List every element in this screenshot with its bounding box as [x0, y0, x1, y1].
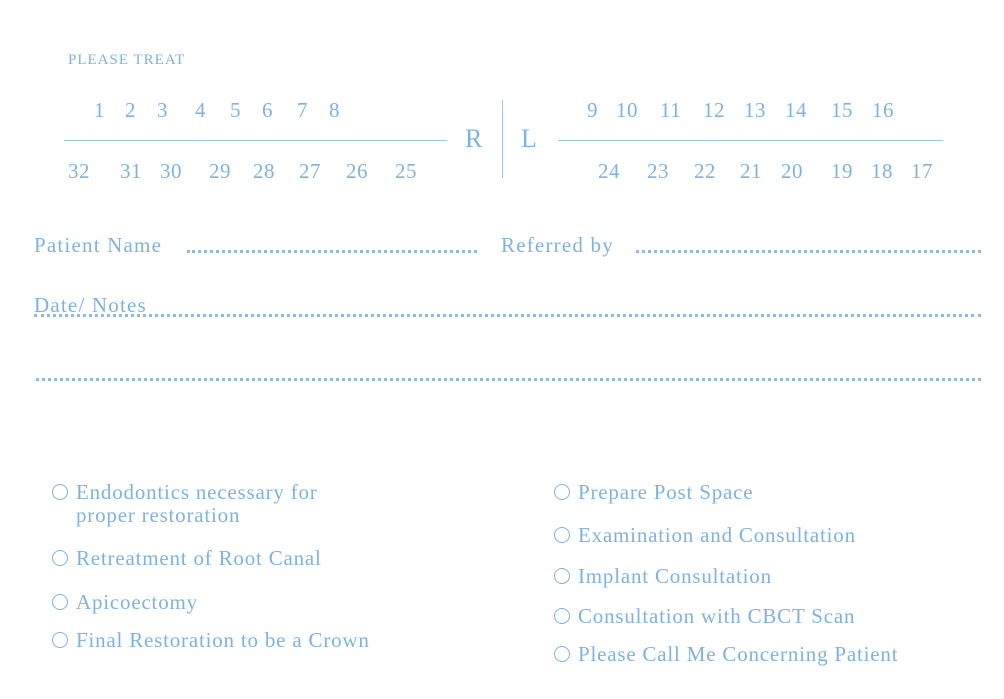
date-notes-field[interactable]	[34, 314, 981, 317]
option-retreatment[interactable]	[52, 547, 322, 570]
radio-circle-icon[interactable]	[52, 594, 68, 610]
occlusal-line-right	[64, 140, 447, 141]
tooth-number[interactable]: 26	[346, 159, 368, 183]
option-prepare-post-space[interactable]	[554, 481, 753, 504]
right-side-label: R	[465, 124, 483, 153]
form-heading: PLEASE TREAT	[68, 52, 186, 68]
patient-name-label: Patient Name	[34, 233, 163, 257]
tooth-number[interactable]: 30	[160, 159, 182, 183]
radio-circle-icon[interactable]	[554, 568, 570, 584]
tooth-number[interactable]: 1	[94, 98, 105, 122]
left-side-label: L	[521, 124, 537, 153]
option-label: Implant Consultation	[578, 564, 772, 588]
option-label: Final Restoration to be a Crown	[76, 628, 370, 652]
tooth-number[interactable]: 2	[125, 98, 136, 122]
tooth-number[interactable]: 19	[831, 159, 853, 183]
tooth-number[interactable]: 31	[120, 159, 142, 183]
patient-name-field[interactable]	[187, 250, 477, 253]
tooth-number[interactable]: 8	[329, 98, 340, 122]
option-apicoectomy[interactable]	[52, 591, 198, 614]
tooth-number[interactable]: 3	[157, 98, 168, 122]
tooth-number[interactable]: 10	[616, 98, 638, 122]
option-endodontics[interactable]	[52, 481, 318, 527]
notes-extra-line[interactable]	[36, 378, 981, 381]
tooth-number[interactable]: 24	[598, 159, 620, 183]
option-call-me[interactable]	[554, 643, 898, 666]
tooth-number[interactable]: 12	[703, 98, 725, 122]
option-label: Apicoectomy	[76, 590, 198, 614]
tooth-number[interactable]: 32	[68, 159, 90, 183]
tooth-number[interactable]: 4	[195, 98, 206, 122]
radio-circle-icon[interactable]	[52, 484, 68, 500]
radio-circle-icon[interactable]	[554, 646, 570, 662]
option-implant-consultation[interactable]	[554, 565, 772, 588]
tooth-number[interactable]: 9	[587, 98, 598, 122]
occlusal-line-left	[558, 140, 943, 141]
tooth-number[interactable]: 14	[785, 98, 807, 122]
tooth-number[interactable]: 20	[781, 159, 803, 183]
option-cbct-scan[interactable]	[554, 605, 855, 628]
option-label: Retreatment of Root Canal	[76, 546, 322, 570]
tooth-number[interactable]: 21	[740, 159, 762, 183]
option-examination[interactable]	[554, 524, 856, 547]
tooth-number[interactable]: 11	[660, 98, 682, 122]
tooth-number[interactable]: 18	[871, 159, 893, 183]
tooth-number[interactable]: 16	[872, 98, 894, 122]
option-label: Please Call Me Concerning Patient	[578, 642, 899, 666]
option-label: Examination and Consultation	[578, 523, 856, 547]
tooth-number[interactable]: 15	[831, 98, 853, 122]
tooth-number[interactable]: 5	[230, 98, 241, 122]
option-label: Consultation with CBCT Scan	[578, 604, 856, 628]
date-notes-label: Date/ Notes	[34, 293, 147, 317]
tooth-number[interactable]: 25	[395, 159, 417, 183]
radio-circle-icon[interactable]	[554, 484, 570, 500]
referred-by-field[interactable]	[636, 250, 981, 253]
radio-circle-icon[interactable]	[554, 608, 570, 624]
radio-circle-icon[interactable]	[52, 632, 68, 648]
tooth-number[interactable]: 29	[209, 159, 231, 183]
radio-circle-icon[interactable]	[52, 550, 68, 566]
tooth-number[interactable]: 28	[253, 159, 275, 183]
option-label: Endodontics necessary for proper restoration	[76, 480, 318, 527]
option-final-restoration[interactable]	[52, 629, 370, 652]
radio-circle-icon[interactable]	[554, 527, 570, 543]
tooth-number[interactable]: 22	[694, 159, 716, 183]
referred-by-label: Referred by	[501, 233, 614, 257]
tooth-number[interactable]: 13	[744, 98, 766, 122]
tooth-number[interactable]: 23	[647, 159, 669, 183]
tooth-number[interactable]: 6	[262, 98, 273, 122]
tooth-number[interactable]: 27	[299, 159, 321, 183]
option-label: Prepare Post Space	[578, 480, 754, 504]
midline-divider	[502, 100, 503, 178]
tooth-number[interactable]: 17	[911, 159, 933, 183]
tooth-number[interactable]: 7	[297, 98, 308, 122]
